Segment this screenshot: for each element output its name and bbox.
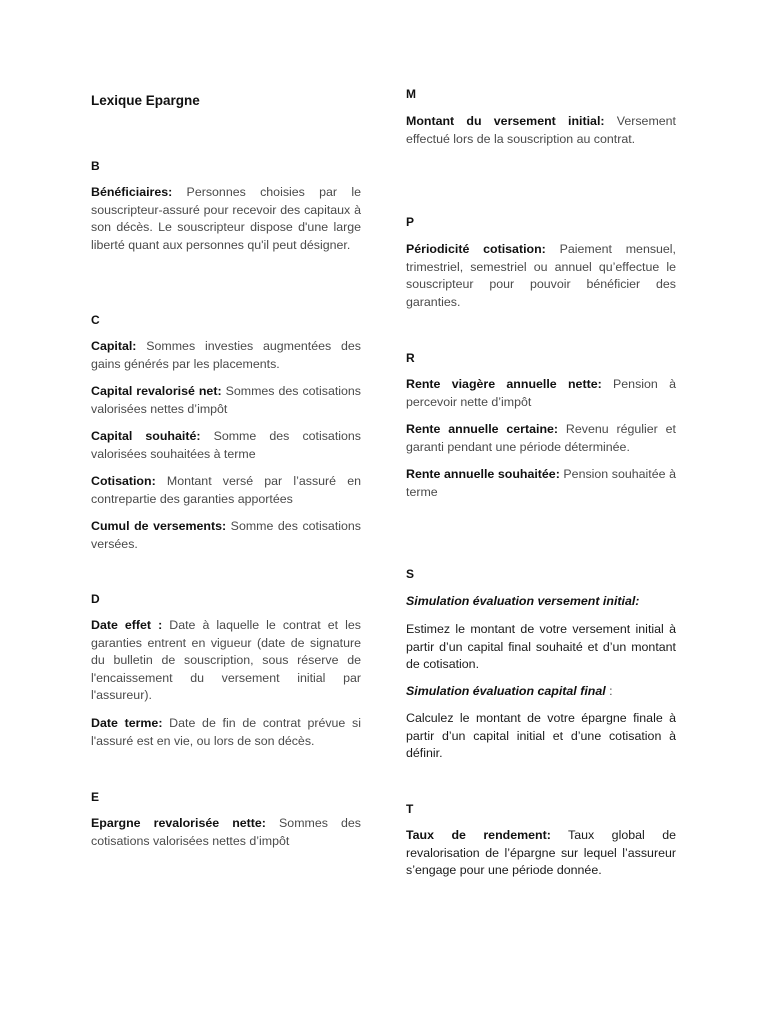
glossary-entry-rente-viagere-annuelle-nette xyxy=(406,376,676,411)
glossary-entry-epargne-revalorisee-nette xyxy=(91,815,361,850)
section-letter-t: T xyxy=(406,802,414,816)
entry-definition: Estimez le montant de votre versement initial à partir d’un capital final souhaité et d’un montant de cotisation. xyxy=(406,622,676,671)
glossary-entry-capital-revalorise-net xyxy=(91,383,361,418)
section-letter-b: B xyxy=(91,159,100,173)
entry-term: Capital: xyxy=(91,339,137,353)
entry-definition: Montant versé par l’assuré en contrepartie des garanties apportées xyxy=(91,474,361,506)
entry-term: Taux de rendement: xyxy=(406,828,551,842)
entry-definition: Paiement mensuel, trimestriel, semestriel ou annuel qu’effectue le souscripteur pour pouvoir bénéficier des garanties. xyxy=(406,242,677,309)
entry-term: Rente viagère annuelle nette: xyxy=(406,377,602,391)
entry-definition: Sommes investies augmentées des gains générés par les placements. xyxy=(91,339,361,371)
glossary-entry-simulation-capital-final-text xyxy=(406,710,676,763)
glossary-entry-capital-souhaite xyxy=(91,428,361,463)
section-letter-e: E xyxy=(91,790,100,804)
entry-term: Date effet : xyxy=(91,618,163,632)
entry-term: Epargne revalorisée nette: xyxy=(91,816,266,830)
entry-term: Périodicité cotisation: xyxy=(406,242,546,256)
entry-definition: Sommes des cotisations valorisées nettes d’impôt xyxy=(91,816,362,848)
entry-term: Rente annuelle souhaitée: xyxy=(406,467,560,481)
entry-term: Capital souhaité: xyxy=(91,429,201,443)
entry-definition: Revenu régulier et garanti pendant une période déterminée. xyxy=(406,422,676,454)
section-letter-c: C xyxy=(91,313,100,327)
section-letter-d: D xyxy=(91,592,100,606)
glossary-entry-periodicite-cotisation xyxy=(406,241,676,311)
document-title: Lexique Epargne xyxy=(91,93,200,108)
entry-definition: Date à laquelle le contrat et les garanties entrent en vigueur (date de signature du bulletin de souscription, sous réserve de l'encaissement du versement initial par l'assureur). xyxy=(91,618,361,702)
glossary-entry-taux-de-rendement xyxy=(406,827,676,880)
entry-term: Rente annuelle certaine: xyxy=(406,422,559,436)
glossary-entry-cumul-de-versements xyxy=(91,518,361,553)
entry-definition: Pension souhaitée à terme xyxy=(406,467,676,499)
entry-definition: Date de fin de contrat prévue si l'assuré est en vie, ou lors de son décès. xyxy=(91,716,361,748)
section-letter-m: M xyxy=(406,87,416,101)
glossary-entry-simulation-versement-initial-text xyxy=(406,621,676,674)
entry-definition: Personnes choisies par le souscripteur-assuré pour recevoir des capitaux à son décès. Le souscripteur dispose d'une large liberté quant aux personnes qu'il peut désigner. xyxy=(91,185,361,252)
section-letter-r: R xyxy=(406,351,415,365)
glossary-entry-montant-du-versement-initial xyxy=(406,113,676,148)
entry-term: Date terme: xyxy=(91,716,163,730)
entry-term: Simulation évaluation versement initial: xyxy=(406,594,640,608)
section-letter-s: S xyxy=(406,567,415,581)
entry-definition: Sommes des cotisations valorisées nettes d’impôt xyxy=(91,384,362,416)
glossary-entry-capital xyxy=(91,338,361,373)
glossary-entry-simulation-capital-final-heading xyxy=(406,683,676,701)
entry-term: Capital revalorisé net: xyxy=(91,384,222,398)
entry-definition: Taux global de revalorisation de l’épargne sur lequel l’assureur s’engage pour une période donnée. xyxy=(406,828,676,877)
entry-definition: : xyxy=(605,684,613,698)
entry-term: Cumul de versements: xyxy=(91,519,227,533)
glossary-entry-date-effet xyxy=(91,617,361,705)
entry-term: Montant du versement initial: xyxy=(406,114,605,128)
entry-term: Bénéficiaires: xyxy=(91,185,173,199)
glossary-entry-rente-annuelle-certaine xyxy=(406,421,676,456)
glossary-entry-rente-annuelle-souhaitee xyxy=(406,466,676,501)
entry-definition: Somme des cotisations valorisées souhaitées à terme xyxy=(91,429,361,461)
glossary-entry-date-terme xyxy=(91,715,361,750)
entry-definition: Calculez le montant de votre épargne finale à partir d’un capital initial et d’une cotisation à définir. xyxy=(406,711,676,760)
entry-definition: Somme des cotisations versées. xyxy=(91,519,361,551)
entry-term: Simulation évaluation capital final xyxy=(406,684,606,698)
glossary-entry-cotisation xyxy=(91,473,361,508)
glossary-entry-simulation-versement-initial-heading xyxy=(406,593,676,611)
entry-definition: Versement effectué lors de la souscription au contrat. xyxy=(406,114,676,146)
section-letter-p: P xyxy=(406,215,415,229)
entry-term: Cotisation: xyxy=(91,474,156,488)
entry-definition: Pension à percevoir nette d’impôt xyxy=(406,377,676,409)
glossary-entry-beneficiaires xyxy=(91,184,361,254)
